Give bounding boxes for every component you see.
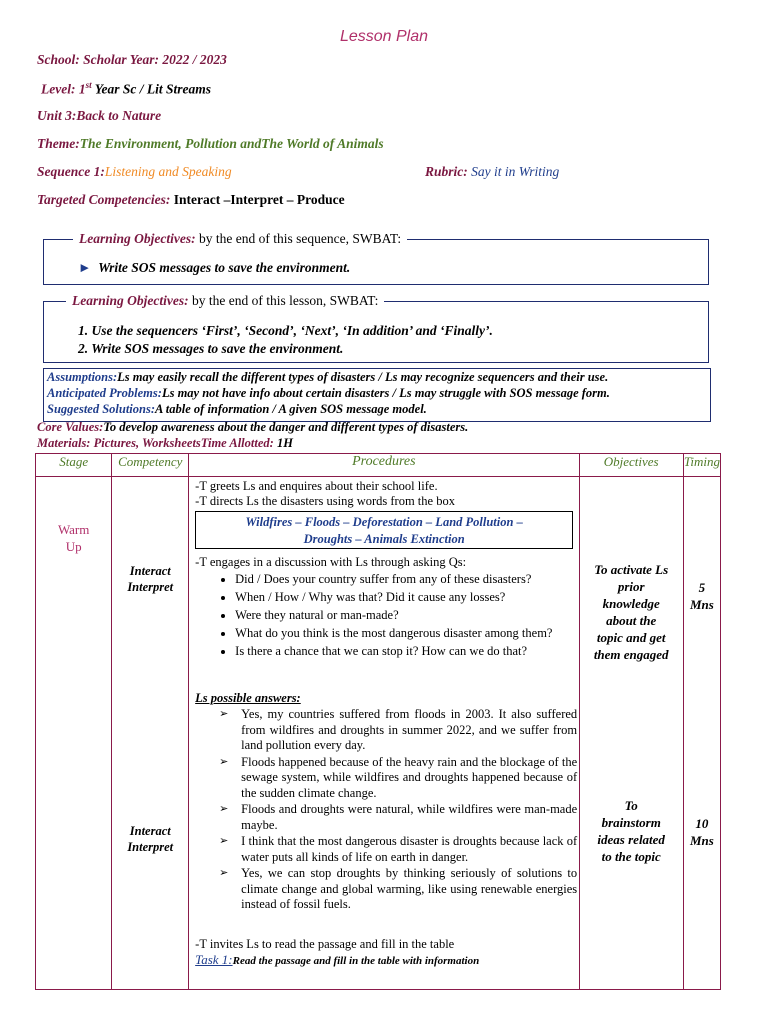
sequence-objectives-title: Learning Objectives: by the end of this sequence, SWBAT:: [73, 231, 407, 247]
procedure-line-1: -T greets Ls and enquires about their school life.: [195, 479, 438, 493]
answers-heading: Ls possible answers:: [195, 691, 301, 705]
list-item: ➢ Yes, my countries suffered from floods in 2003. It also suffered from wildfires and droughts in summer 2022, and we suffer from land pollution every day.: [241, 707, 577, 754]
core-values-line: Core Values:To develop awareness about the danger and different types of disasters.: [37, 420, 469, 434]
header-timing: Timing: [683, 454, 720, 477]
answer-list: [195, 707, 577, 914]
timing-cell: [684, 477, 720, 989]
page-title: Lesson Plan: [339, 28, 429, 45]
task-1: Task 1:Read the passage and fill in the table with information: [195, 952, 480, 967]
list-item: ➢ Floods and droughts were natural, while wildfires were man-made maybe.: [241, 802, 577, 833]
competencies-line: Targeted Competencies: Interact –Interpret – Produce: [37, 192, 345, 207]
competency-1: Interact Interpret: [127, 564, 174, 594]
procedure-line-3: -T engages in a discussion with Ls through asking Qs:: [195, 555, 467, 569]
list-item: • When / How / Why was that? Did it cause any losses?: [235, 590, 578, 605]
competency-2: Interact Interpret: [127, 824, 174, 854]
sequence-objective-item: ► Write SOS messages to save the environment.: [78, 260, 351, 275]
theme-line: Theme:The Environment, Pollution andThe World of Animals: [37, 136, 384, 151]
sequence-line: Sequence 1:Listening and Speaking: [37, 164, 232, 179]
timing-2: 10 Mns: [689, 816, 714, 848]
header-stage: Stage: [36, 454, 112, 477]
objective-2: To brainstorm ideas related to the topic: [597, 798, 665, 864]
rubric-line: Rubric: Say it in Writing: [425, 164, 560, 179]
list-item: ➢ Yes, we can stop droughts by thinking seriously of solutions to climate change and global warming, like using renewable energies instead of fossil fuels.: [241, 866, 577, 913]
lesson-objective-item-1: 1. Use the sequencers ‘First’, ‘Second’, ‘Next’, ‘In addition’ and ‘Finally’.: [78, 323, 493, 338]
header-procedures: Procedures: [189, 454, 579, 477]
stage-cell: [36, 477, 111, 989]
procedure-line-4: -T invites Ls to read the passage and fill in the table: [195, 937, 455, 951]
timing-1: 5 Mns: [689, 580, 714, 612]
assumptions-box: [43, 368, 711, 422]
table-row: [36, 477, 721, 990]
question-list: [195, 572, 578, 662]
disasters-word-box: Wildfires – Floods – Deforestation – Land Pollution – Droughts – Animals Extinction: [195, 511, 573, 549]
list-item: • What do you think is the most dangerous disaster among them?: [235, 626, 578, 641]
anticipated-problems-line: Anticipated Problems:Ls may not have info about certain disasters / Ls may struggle with SOS message form.: [47, 386, 610, 400]
list-item: ➢ Floods happened because of the heavy rain and the blockage of the sewage system, while wildfires and droughts happened because of the sudden climate change.: [241, 755, 577, 802]
materials-line: Materials: Pictures, WorksheetsTime Allotted: 1H: [37, 436, 293, 450]
lesson-objective-item-2: 2. Write SOS messages to save the environment.: [78, 341, 344, 356]
stage-label: Warm Up: [57, 522, 90, 554]
lesson-objectives-title: Learning Objectives: by the end of this lesson, SWBAT:: [66, 293, 384, 309]
header-competency: Competency: [112, 454, 189, 477]
school-line: School: Scholar Year: 2022 / 2023: [37, 52, 227, 67]
competency-cell: [112, 477, 188, 989]
lesson-plan-table: [35, 453, 721, 990]
suggested-solutions-line: Suggested Solutions:A table of information / A given SOS message model.: [47, 402, 427, 416]
procedures-cell: [189, 477, 578, 989]
list-item: ➢ I think that the most dangerous disaster is droughts because lack of water puts all kinds of life on earth in danger.: [241, 834, 577, 865]
objectives-cell: [580, 477, 683, 989]
procedure-line-2: -T directs Ls the disasters using words from the box: [195, 494, 455, 508]
table-header-row: [36, 454, 721, 477]
objective-1: To activate Ls prior knowledge about the topic and get them engaged: [593, 562, 669, 662]
unit-line: Unit 3:Back to Nature: [37, 108, 162, 123]
list-item: • Were they natural or man-made?: [235, 608, 578, 623]
assumptions-line: Assumptions:Ls may easily recall the different types of disasters / Ls may recognize sequencers and their use.: [47, 370, 609, 384]
header-objectives: Objectives: [579, 454, 683, 477]
list-item: • Is there a chance that we can stop it? How can we do that?: [235, 644, 578, 659]
level-line: Level: 1st Year Sc / Lit Streams: [41, 80, 211, 97]
list-item: • Did / Does your country suffer from any of these disasters?: [235, 572, 578, 587]
